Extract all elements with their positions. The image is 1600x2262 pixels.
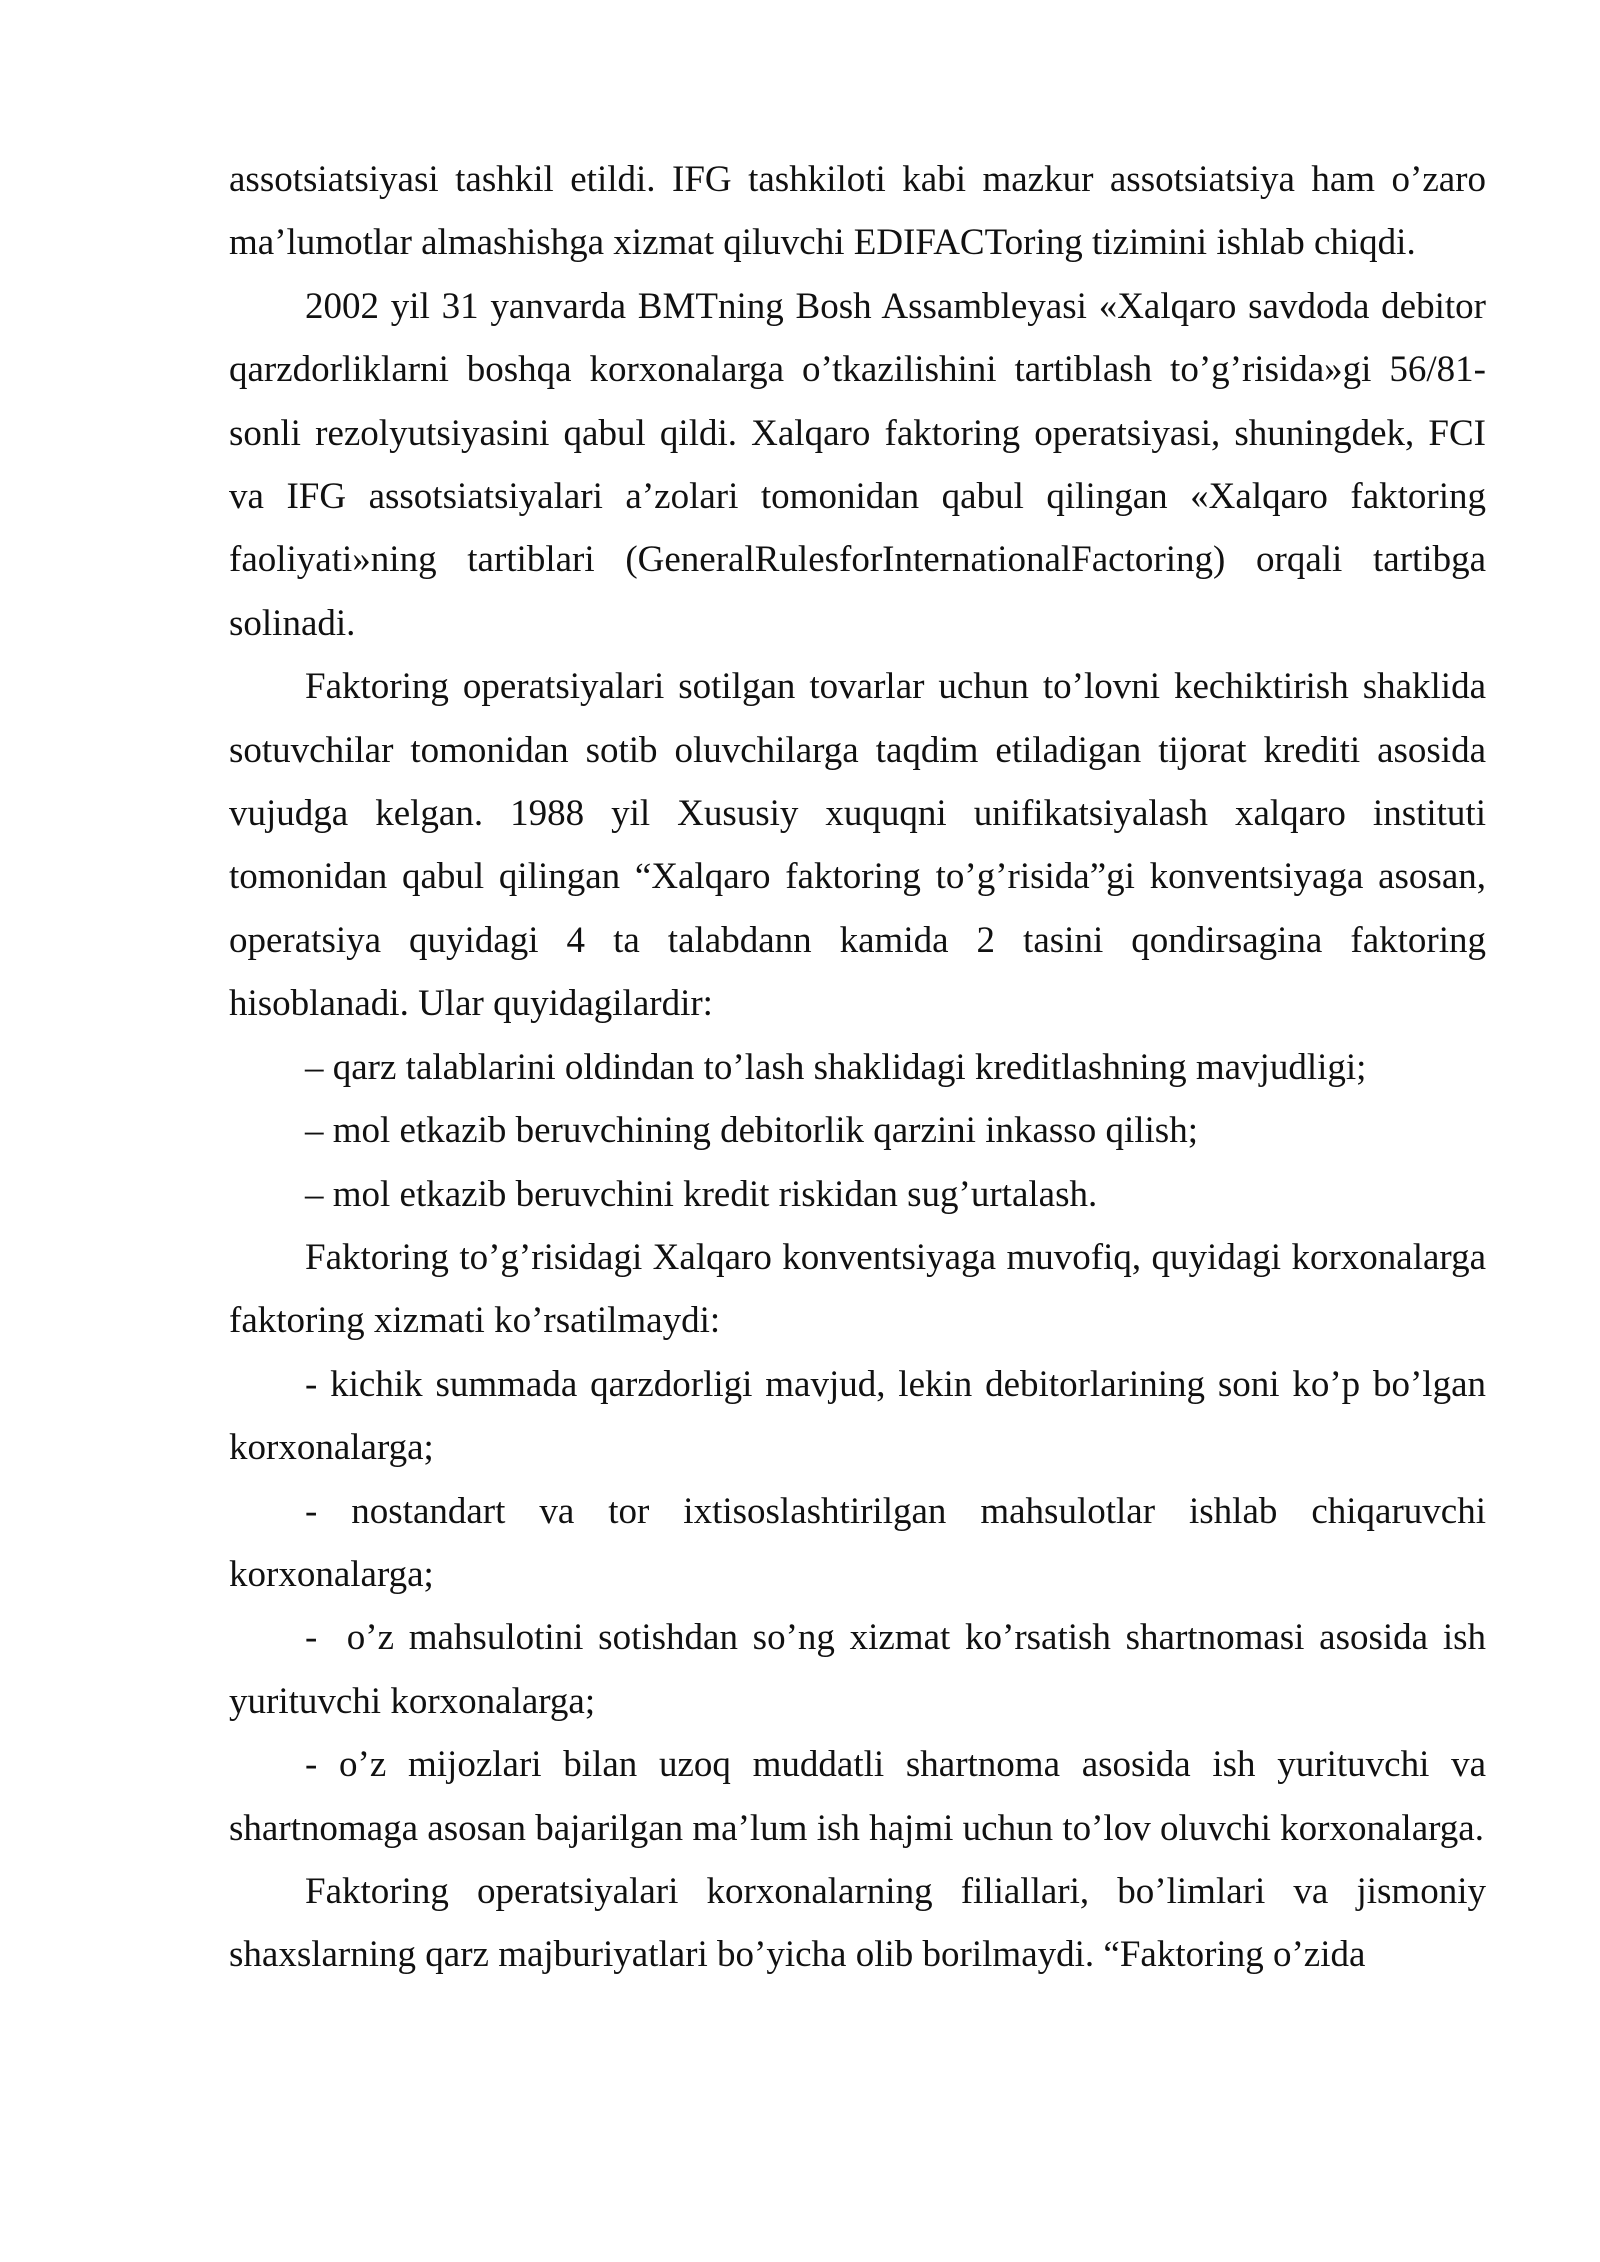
paragraph-factoring-origin: Faktoring operatsiyalari sotilgan tovarlar uchun to’lovni kechiktirish shaklida sotuvchilar tomonidan sotib oluvchilarga taqdim etiladigan tijorat krediti asosida vujudga kelgan. 1988 yil Xususiy xuquqni unifikatsiyalash xalqaro instituti tomonidan qabul qilingan “Xalqaro faktoring to’g’risida”gi konventsiyaga asosan, operatsiya quyidagi 4 ta talabdann kamida 2 tasini qondirsagina faktoring hisoblanadi. Ular quyidagilardir: bbox=[229, 666, 1486, 1025]
list-item-nonstandard-products: - nostandart va tor ixtisoslashtirilgan mahsulotlar ishlab chiqaruvchi korxonalarga; bbox=[229, 1490, 1486, 1595]
paragraph-un-resolution: 2002 yil 31 yanvarda BMTning Bosh Assambleyasi «Xalqaro savdoda debitor qarzdorliklarni boshqa korxonalarga o’tkazilishini tartiblash to’g’risida»gi 56/81-sonli rezolyutsiyasini qabul qildi. Xalqaro faktoring operatsiyasi, shuningdek, FCI va IFG assotsiatsiyalari a’zolari tomonidan qabul qilingan «Xalqaro faktoring faoliyati»ning tartiblari (GeneralRulesforInternationalFactoring) orqali tartibga solinadi. bbox=[229, 285, 1486, 644]
list-item-long-term-contracts: - o’z mijozlari bilan uzoq muddatli shartnoma asosida ish yurituvchi va shartnomaga asosan bajarilgan ma’lum ish hajmi uchun to’lov oluvchi korxonalarga. bbox=[229, 1744, 1486, 1849]
paragraph-branches: Faktoring operatsiyalari korxonalarning filiallari, bo’limlari va jismoniy shaxslarning qarz majburiyatlari bo’yicha olib borilmaydi. “Faktoring o’zida bbox=[229, 1870, 1486, 1976]
list-item-prepayment: – qarz talablarini oldindan to’lash shaklidagi kreditlashning mavjudligi; bbox=[305, 1046, 1367, 1088]
list-item-after-sale-service: - o’z mahsulotini sotishdan so’ng xizmat ko’rsatish shartnomasi asosida ish yurituvchi korxonalarga; bbox=[229, 1617, 1496, 1722]
paragraph-convention-exclusions: Faktoring to’g’risidagi Xalqaro konventsiyaga muvofiq, quyidagi korxonalarga faktoring xizmati ko’rsatilmaydi: bbox=[229, 1236, 1486, 1342]
list-item-small-debts: - kichik summada qarzdorligi mavjud, lekin debitorlarining soni ko’p bo’lgan korxonalarga; bbox=[229, 1363, 1486, 1469]
list-item-insurance: – mol etkazib beruvchini kredit riskidan sug’urtalash. bbox=[305, 1173, 1098, 1215]
document-body bbox=[229, 148, 1496, 1987]
list-item-collection: – mol etkazib beruvchining debitorlik qarzini inkasso qilish; bbox=[305, 1110, 1198, 1152]
paragraph-continuation: assotsiatsiyasi tashkil etildi. IFG tashkiloti kabi mazkur assotsiatsiya ham o’zaro ma’lumotlar almashishga xizmat qiluvchi EDIFACToring tizimini ishlab chiqdi. bbox=[229, 159, 1486, 264]
